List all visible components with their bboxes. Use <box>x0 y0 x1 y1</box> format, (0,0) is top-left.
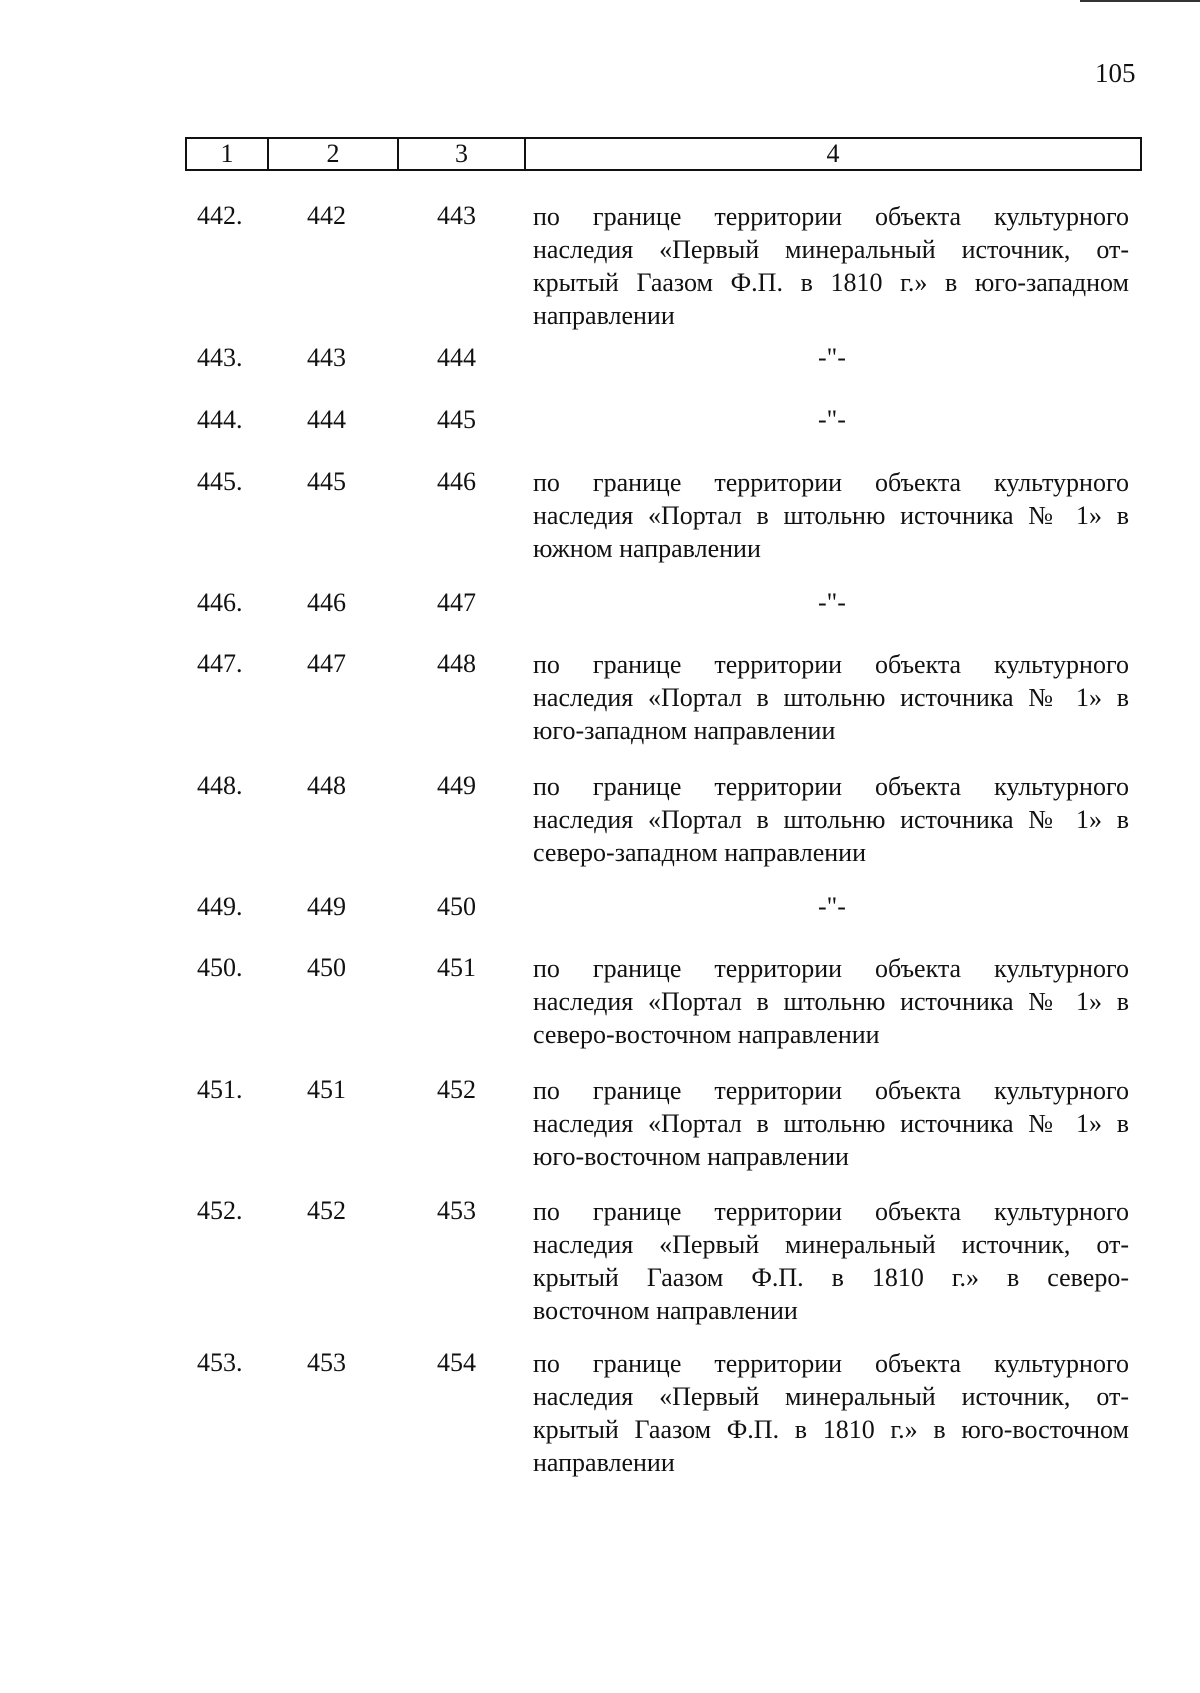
description-line: восточном направлении <box>533 1296 798 1325</box>
header-col-4: 4 <box>826 139 840 168</box>
description-line: северо-восточном направлении <box>533 1020 880 1049</box>
point-from: 443 <box>307 343 346 372</box>
row-number: 447. <box>197 649 243 678</box>
point-from: 449 <box>307 892 346 921</box>
description-line: крытый Гаазом Ф.П. в 1810 г.» в юго-западном <box>533 268 1129 297</box>
boundary-description <box>533 1074 1129 1173</box>
point-from: 453 <box>307 1348 346 1377</box>
description-line: наследия «Первый минеральный источник, от- <box>533 235 1129 264</box>
page-number: 105 <box>1095 58 1136 88</box>
description-line: по границе территории объекта культурного <box>533 954 1129 983</box>
row-number: 452. <box>197 1196 243 1225</box>
boundary-description <box>533 1195 1129 1327</box>
point-to: 445 <box>437 405 476 434</box>
description-line: по границе территории объекта культурного <box>533 1349 1129 1378</box>
point-to: 448 <box>437 649 476 678</box>
description-line: южном направлении <box>533 534 761 563</box>
row-number: 448. <box>197 771 243 800</box>
row-number: 444. <box>197 405 243 434</box>
description-line: северо-западном направлении <box>533 838 866 867</box>
point-from: 447 <box>307 649 346 678</box>
point-from: 444 <box>307 405 346 434</box>
description-line: направлении <box>533 1448 675 1477</box>
header-col-3: 3 <box>399 139 526 169</box>
point-from: 450 <box>307 953 346 982</box>
description-line: наследия «Портал в штольню источника № 1» в <box>533 501 1129 530</box>
row-number: 442. <box>197 201 243 230</box>
point-from: 452 <box>307 1196 346 1225</box>
ditto-mark: -"- <box>818 892 846 921</box>
row-number: 449. <box>197 892 243 921</box>
boundary-description <box>533 770 1129 869</box>
point-to: 454 <box>437 1348 476 1377</box>
ditto-mark: -"- <box>818 343 846 372</box>
point-to: 446 <box>437 467 476 496</box>
point-to: 450 <box>437 892 476 921</box>
ditto-mark: -"- <box>818 588 846 617</box>
description-line: юго-восточном направлении <box>533 1142 849 1171</box>
point-to: 449 <box>437 771 476 800</box>
point-to: 444 <box>437 343 476 372</box>
row-number: 453. <box>197 1348 243 1377</box>
boundary-description <box>533 648 1129 747</box>
boundary-description <box>533 1347 1129 1479</box>
description-line: направлении <box>533 301 675 330</box>
boundary-description <box>533 952 1129 1051</box>
header-col-2: 2 <box>269 139 399 169</box>
description-line: по границе территории объекта культурного <box>533 1076 1129 1105</box>
description-line: наследия «Портал в штольню источника № 1» в <box>533 805 1129 834</box>
point-to: 452 <box>437 1075 476 1104</box>
row-number: 445. <box>197 467 243 496</box>
description-line: крытый Гаазом Ф.П. в 1810 г.» в северо- <box>533 1263 1129 1292</box>
description-line: наследия «Первый минеральный источник, от- <box>533 1382 1129 1411</box>
row-number: 451. <box>197 1075 243 1104</box>
ditto-mark: -"- <box>818 405 846 434</box>
description-line: наследия «Портал в штольню источника № 1» в <box>533 987 1129 1016</box>
description-line: крытый Гаазом Ф.П. в 1810 г.» в юго-восточном <box>533 1415 1129 1444</box>
description-line: по границе территории объекта культурного <box>533 650 1129 679</box>
description-line: по границе территории объекта культурного <box>533 772 1129 801</box>
description-line: наследия «Первый минеральный источник, от- <box>533 1230 1129 1259</box>
description-line: по границе территории объекта культурного <box>533 468 1129 497</box>
boundary-description <box>533 466 1129 565</box>
description-line: наследия «Портал в штольню источника № 1» в <box>533 683 1129 712</box>
point-from: 442 <box>307 201 346 230</box>
point-to: 451 <box>437 953 476 982</box>
description-line: наследия «Портал в штольню источника № 1» в <box>533 1109 1129 1138</box>
point-to: 447 <box>437 588 476 617</box>
description-line: юго-западном направлении <box>533 716 836 745</box>
description-line: по границе территории объекта культурного <box>533 1197 1129 1226</box>
point-from: 445 <box>307 467 346 496</box>
point-to: 453 <box>437 1196 476 1225</box>
point-to: 443 <box>437 201 476 230</box>
description-line: по границе территории объекта культурного <box>533 202 1129 231</box>
header-col-1: 1 <box>187 139 269 169</box>
point-from: 446 <box>307 588 346 617</box>
row-number: 443. <box>197 343 243 372</box>
boundary-description <box>533 200 1129 332</box>
row-number: 446. <box>197 588 243 617</box>
point-from: 448 <box>307 771 346 800</box>
row-number: 450. <box>197 953 243 982</box>
point-from: 451 <box>307 1075 346 1104</box>
table-header <box>185 137 1142 171</box>
top-edge-rule <box>1080 0 1200 2</box>
